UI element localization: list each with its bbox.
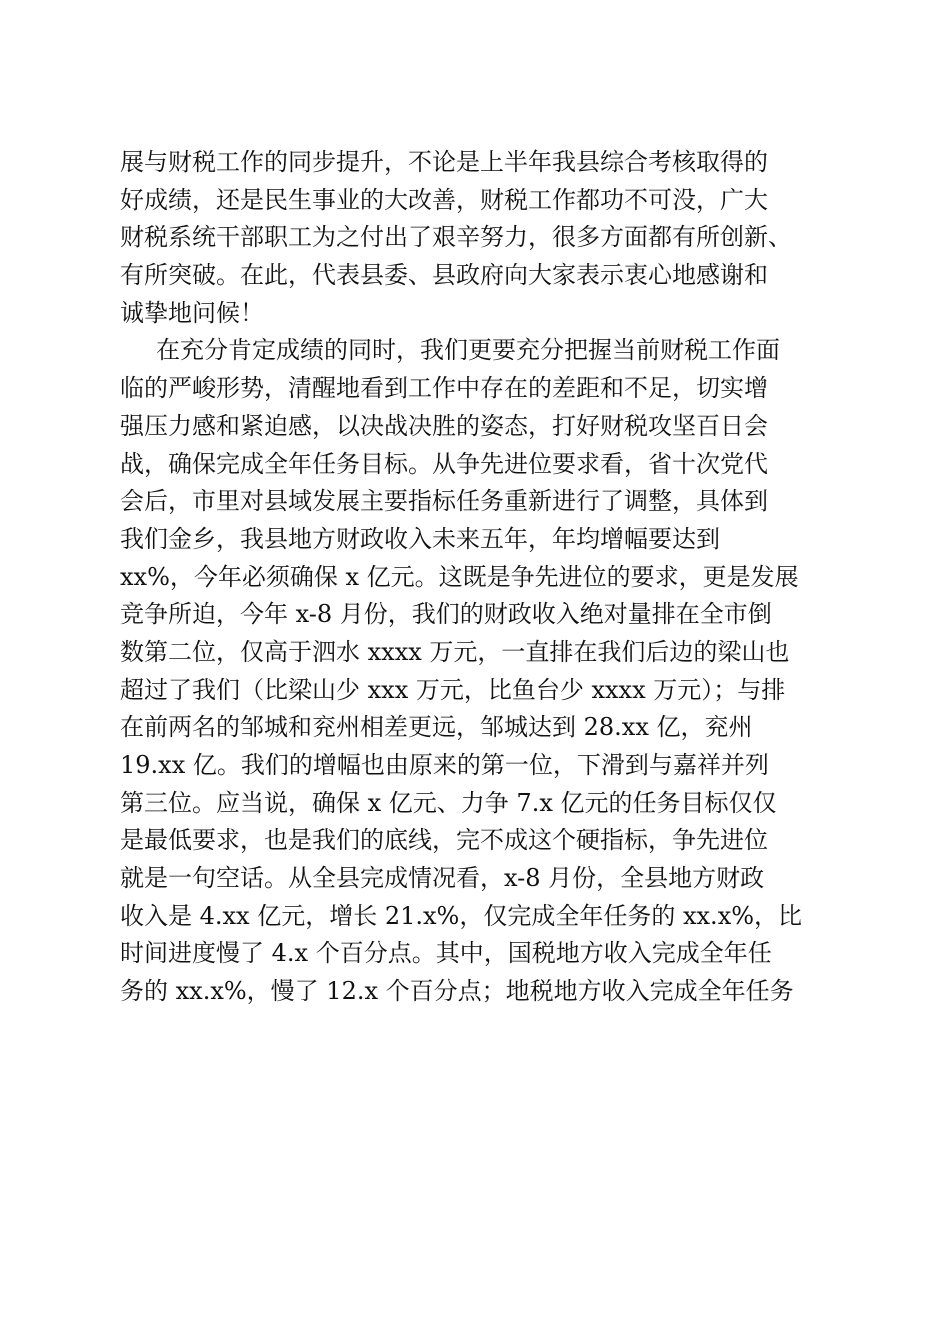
- paragraph-1: [120, 144, 840, 332]
- paragraph-2-line-5: 会后，市里对县域发展主要指标任务重新进行了调整，具体到: [120, 487, 768, 516]
- paragraph-1-line-5: 诚挚地问候！: [120, 298, 264, 327]
- paragraph-2-line-10: 超过了我们（比梁山少 xxx 万元，比鱼台少 xxxx 万元）；与排: [120, 675, 786, 704]
- paragraph-2: [120, 332, 840, 1010]
- paragraph-1-line-1: 展与财税工作的同步提升，不论是上半年我县综合考核取得的: [120, 148, 768, 176]
- paragraph-2-line-13: 第三位。应当说，确保 x 亿元、力争 7.x 亿元的任务目标仅仅: [120, 788, 777, 817]
- paragraph-2-line-12: 19.xx 亿。我们的增幅也由原来的第一位，下滑到与嘉祥并列: [120, 751, 769, 779]
- paragraph-1-line-4: 有所突破。在此，代表县委、县政府向大家表示衷心地感谢和: [120, 261, 768, 290]
- paragraph-2-line-3: 强压力感和紧迫感，以决战决胜的姿态，打好财税攻坚百日会: [120, 411, 768, 440]
- paragraph-2-line-15: 就是一句空话。从全县完成情况看，x-8 月份，全县地方财政: [120, 864, 765, 893]
- paragraph-2-line-11: 在前两名的邹城和兖州相差更远，邹城达到 28.xx 亿，兖州: [120, 713, 753, 742]
- paragraph-2-line-14: 是最低要求，也是我们的底线，完不成这个硬指标，争先进位: [120, 826, 768, 855]
- paragraph-2-line-9: 数第二位，仅高于泗水 xxxx 万元，一直排在我们后边的梁山也: [120, 637, 790, 666]
- paragraph-2-line-4: 战，确保完成全年任务目标。从争先进位要求看，省十次党代: [120, 449, 768, 478]
- paragraph-2-line-8: 竞争所迫，今年 x-8 月份，我们的财政收入绝对量排在全市倒: [120, 600, 772, 629]
- paragraph-1-line-3: 财税系统干部职工为之付出了艰辛努力，很多方面都有所创新、: [120, 223, 792, 252]
- paragraph-2-line-17: 时间进度慢了 4.x 个百分点。其中，国税地方收入完成全年任: [120, 939, 772, 968]
- paragraph-2-line-1: 在充分肯定成绩的同时，我们更要充分把握当前财税工作面: [156, 336, 780, 365]
- paragraph-2-line-2: 临的严峻形势，清醒地看到工作中存在的差距和不足，切实增: [120, 374, 768, 403]
- paragraph-2-line-6: 我们金乡，我县地方财政收入未来五年，年均增幅要达到: [120, 524, 720, 553]
- document-body: [120, 144, 840, 1011]
- paragraph-2-line-16: 收入是 4.xx 亿元，增长 21.x%，仅完成全年任务的 xx.x%，比: [120, 901, 803, 930]
- paragraph-2-line-18: 务的 xx.x%，慢了 12.x 个百分点；地税地方收入完成全年任务: [120, 977, 794, 1006]
- paragraph-1-line-2: 好成绩，还是民生事业的大改善，财税工作都功不可没，广大: [120, 185, 768, 214]
- paragraph-2-line-7: xx%，今年必须确保 x 亿元。这既是争先进位的要求，更是发展: [120, 562, 799, 591]
